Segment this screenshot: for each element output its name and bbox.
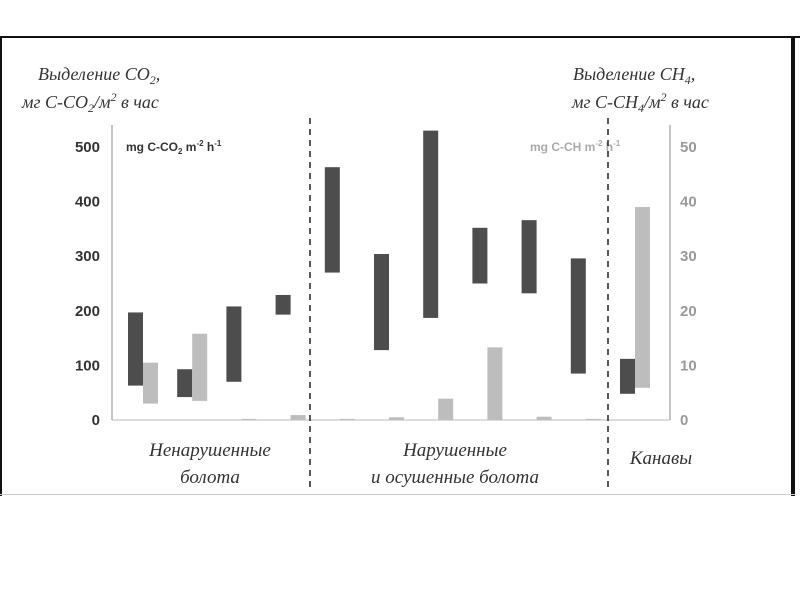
ch4-range-bar — [389, 417, 404, 420]
left-tick-labels — [75, 139, 100, 429]
group-label-disturbed-line1: Нарушенные — [403, 440, 507, 461]
left-tick-label: 100 — [74, 357, 100, 375]
right-tick-labels — [680, 139, 697, 429]
co2-range-bar — [276, 295, 291, 315]
right-inner-unit-label: mg C-CH $m^{-2}$ $h^{-1}$ — [530, 139, 621, 154]
left-tick-label: 500 — [74, 139, 100, 156]
right-tick-label: 20 — [680, 302, 697, 320]
ch4-range-bar — [241, 419, 256, 421]
co2-range-bar — [522, 220, 537, 293]
ch4-range-bar — [487, 347, 502, 420]
right-axis-title-line2: мг $C-CH_4/м^2$ в час — [572, 90, 709, 115]
group-label-undisturbed-line1: Ненарушенные — [149, 440, 271, 461]
co2-range-bar — [177, 369, 192, 397]
co2-range-bar — [325, 167, 340, 272]
left-axis-title-line2: мг $C-CO_2/м^2$ в час — [22, 90, 159, 115]
group-label-ditches: Канавы — [629, 448, 693, 469]
right-axis-title-line1: Выделение $CH_4$, — [573, 64, 696, 87]
ch4-range-bar — [586, 419, 601, 421]
bars-layer — [128, 131, 650, 421]
left-tick-label: 0 — [91, 412, 100, 429]
ch4-range-bar — [635, 207, 650, 388]
right-tick-label: 50 — [680, 139, 697, 156]
ch4-range-bar — [340, 419, 355, 421]
right-tick-label: 30 — [680, 248, 697, 266]
co2-range-bar — [571, 258, 586, 373]
group-label-disturbed-line2: и осушенные болота — [371, 467, 539, 488]
ch4-range-bar — [537, 417, 552, 420]
left-tick-label: 300 — [74, 248, 100, 266]
co2-range-bar — [128, 312, 143, 385]
group-label-undisturbed-line2: болота — [180, 467, 240, 488]
ch4-range-bar — [192, 334, 207, 401]
ch4-range-bar — [143, 363, 158, 404]
co2-range-bar — [423, 131, 438, 318]
co2-range-bar — [620, 359, 635, 394]
co2-range-bar — [472, 228, 487, 284]
right-tick-label: 0 — [680, 412, 689, 429]
left-inner-unit-label: mg $C-CO_2$ $m^{-2}$ $h^{-1}$ — [126, 139, 222, 156]
ch4-range-bar — [291, 415, 306, 420]
left-axis-title-line1: Выделение $CO_2$, — [38, 64, 161, 87]
right-tick-label: 40 — [680, 193, 697, 211]
right-tick-label: 10 — [680, 357, 697, 375]
left-tick-label: 400 — [74, 193, 100, 211]
left-tick-label: 200 — [74, 302, 100, 320]
ch4-range-bar — [438, 399, 453, 420]
co2-range-bar — [226, 306, 241, 381]
co2-range-bar — [374, 254, 389, 350]
